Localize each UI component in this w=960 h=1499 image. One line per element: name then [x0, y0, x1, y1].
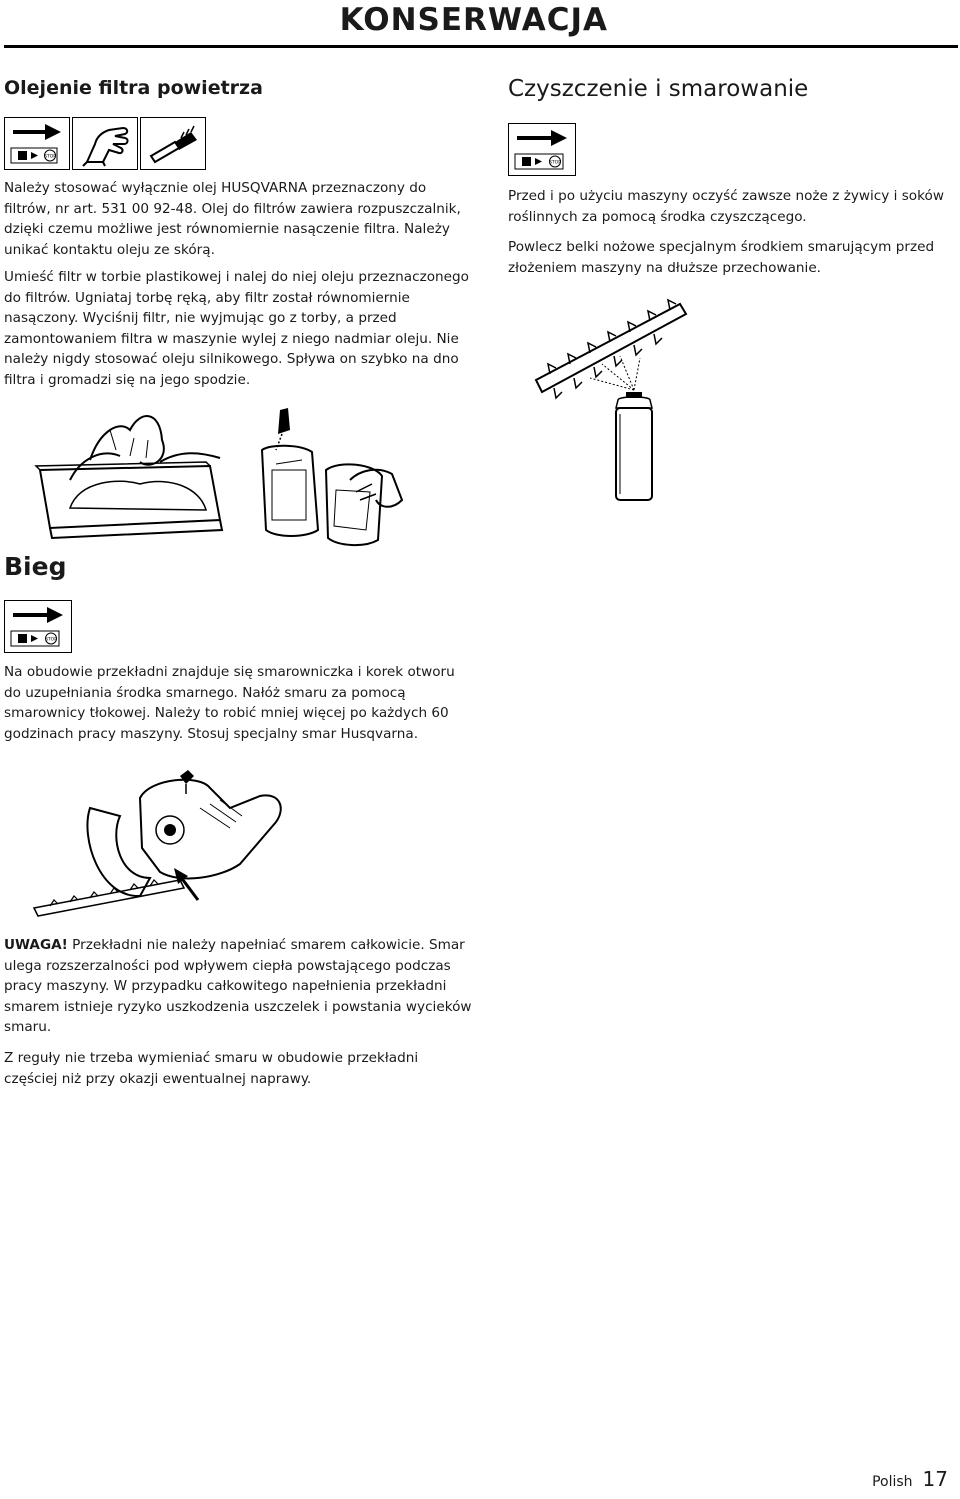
warning-label: UWAGA!: [4, 937, 68, 953]
svg-text:STOP: STOP: [549, 160, 561, 166]
paragraph-filter-oil: Należy stosować wyłącznie olej HUSQVARNA przeznaczony do filtrów, nr art. 531 00 92-48. Olej do filtrów zawiera rozpuszczalnik, dzięki czemu możliwe jest równomiernie nasączenie filtra. Należy unikać kontaktu oleju ze skórą.: [4, 180, 461, 258]
stop-engine-icon: [4, 117, 70, 170]
header-divider: [4, 45, 958, 48]
filter-oiling-illustration: [30, 400, 410, 554]
svg-text:STOP: STOP: [45, 637, 57, 643]
paragraph-warning: [4, 935, 472, 1038]
section-title-cleaning: Czyszczenie i smarowanie: [508, 76, 809, 102]
page-footer: [872, 1467, 948, 1491]
paragraph-gear-lubrication: Na obudowie przekładni znajduje się smarowniczka i korek otworu do uzupełniania środka smarnego. Nałóż smaru za pomocą smarownicy tłokowej. Należy to robić mniej więcej po każdych 60 godzinach pracy maszyny. Stosuj specjalny smar Husqvarna.: [4, 664, 455, 742]
glove-icon: [72, 117, 138, 170]
stop-engine-icon-cleaning: [508, 123, 576, 176]
brush-icon: [140, 117, 206, 170]
paragraph-filter-procedure: Umieść filtr w torbie plastikowej i nalej do niej oleju przeznaczonego do filtrów. Ugniataj torbę ręką, aby filtr został równomiernie nasączony. Wyciśnij filtr, nie wyjmując go z torby, a przed zamontowaniem filtra w maszynie wylej z niego nadmiar oleju. Nie należy nigdy stosować oleju silnikowego. Spływa on szybko na dno filtra i gromadzi się na jego spodzie.: [4, 269, 469, 388]
page-title: KONSERWACJA: [339, 2, 608, 38]
stop-engine-icon-gear: [4, 600, 72, 653]
blade-spray-illustration: [530, 284, 700, 518]
footer-language: Polish: [872, 1474, 913, 1490]
paragraph-lubricating-blades: Powlecz belki nożowe specjalnym środkiem smarującym przed złożeniem maszyny na dłuższe przechowanie.: [508, 239, 935, 276]
warning-text: Przekładni nie należy napełniać smarem całkowicie. Smar ulega rozszerzalności pod wpływem ciepła powstającego podczas pracy maszyny. W przypadku całkowitego napełnienia przekładni smarem istnieje ryzyko uszkodzenia uszczelek i powstania wycieków smaru.: [4, 937, 472, 1036]
page-number: 17: [922, 1467, 948, 1491]
section-title-air-filter: Olejenie filtra powietrza: [4, 77, 263, 99]
svg-text:STOP: STOP: [44, 154, 56, 160]
paragraph-grease-replacement: Z reguły nie trzeba wymieniać smaru w obudowie przekładni częściej niż przy okazji ewentualnej naprawy.: [4, 1050, 419, 1087]
paragraph-cleaning: Przed i po użyciu maszyny oczyść zawsze noże z żywicy i soków roślinnych za pomocą środka czyszczącego.: [508, 188, 944, 225]
gear-housing-illustration: [30, 768, 290, 922]
section-title-gear: Bieg: [4, 552, 67, 581]
